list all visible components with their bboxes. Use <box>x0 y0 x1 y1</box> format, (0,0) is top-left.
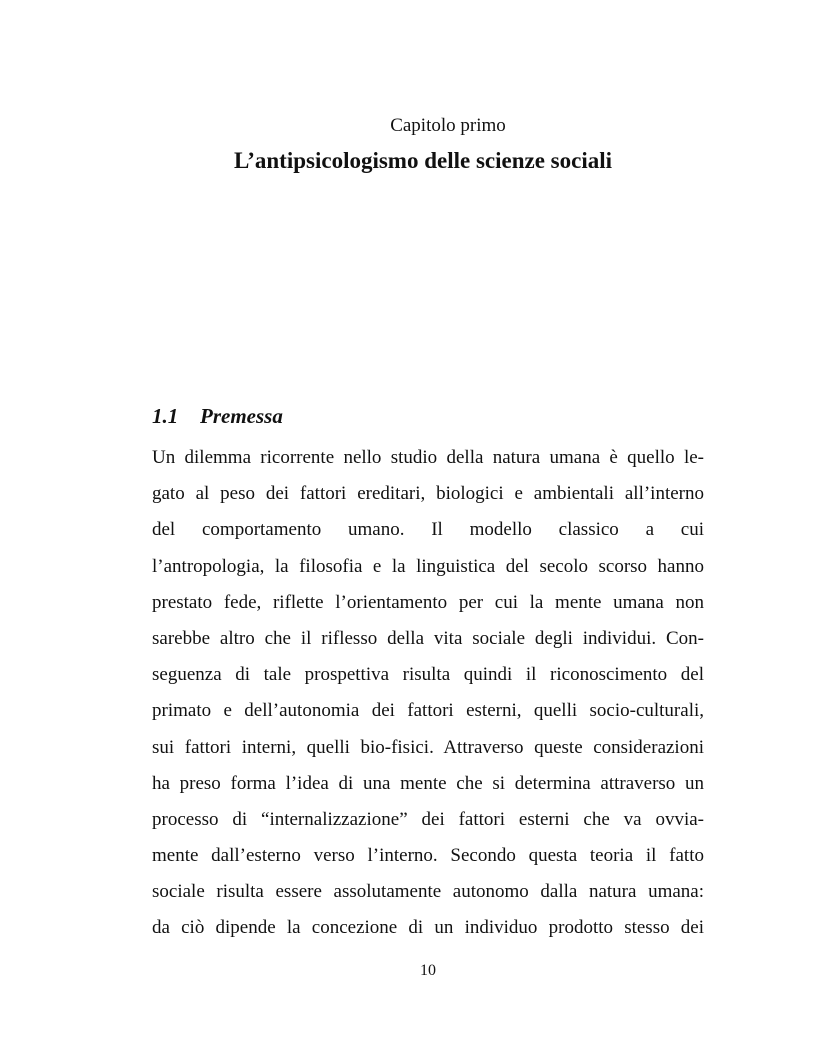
text-line: da ciò dipende la concezione di un individuo prodotto stesso dei <box>152 917 704 939</box>
text-line: primato e dell’autonomia dei fattori esterni, quelli socio-culturali, <box>152 700 704 722</box>
body-paragraph <box>152 440 704 947</box>
text-line: mente dall’esterno verso l’interno. Secondo questa teoria il fatto <box>152 845 704 867</box>
text-line: ha preso forma l’idea di una mente che si determina attraverso un <box>152 772 704 794</box>
text-line: sociale risulta essere assolutamente autonomo dalla natura umana: <box>152 881 704 903</box>
section-heading <box>152 404 283 429</box>
chapter-label: Capitolo primo <box>390 115 506 136</box>
text-line: Un dilemma ricorrente nello studio della natura umana è quello le- <box>152 447 704 468</box>
text-line: gato al peso dei fattori ereditari, biologici e ambientali all’interno <box>152 483 704 505</box>
text-line: l’antropologia, la filosofia e la linguistica del secolo scorso hanno <box>152 555 704 577</box>
text-line: del comportamento umano. Il modello classico a cui <box>152 519 704 541</box>
text-line: prestato fede, riflette l’orientamento per cui la mente umana non <box>152 591 704 613</box>
section-title: Premessa <box>200 404 283 428</box>
section-number: 1.1 <box>152 404 179 428</box>
text-line: sarebbe altro che il riflesso della vita sociale degli individui. Con- <box>152 627 704 649</box>
text-line: processo di “internalizzazione” dei fattori esterni che va ovvia- <box>152 808 704 830</box>
page-number: 10 <box>420 962 436 979</box>
text-line: seguenza di tale prospettiva risulta quindi il riconoscimento del <box>152 664 704 686</box>
text-line: sui fattori interni, quelli bio-fisici. Attraverso queste considerazioni <box>152 736 704 758</box>
chapter-title: L’antipsicologismo delle scienze sociali <box>234 148 612 173</box>
